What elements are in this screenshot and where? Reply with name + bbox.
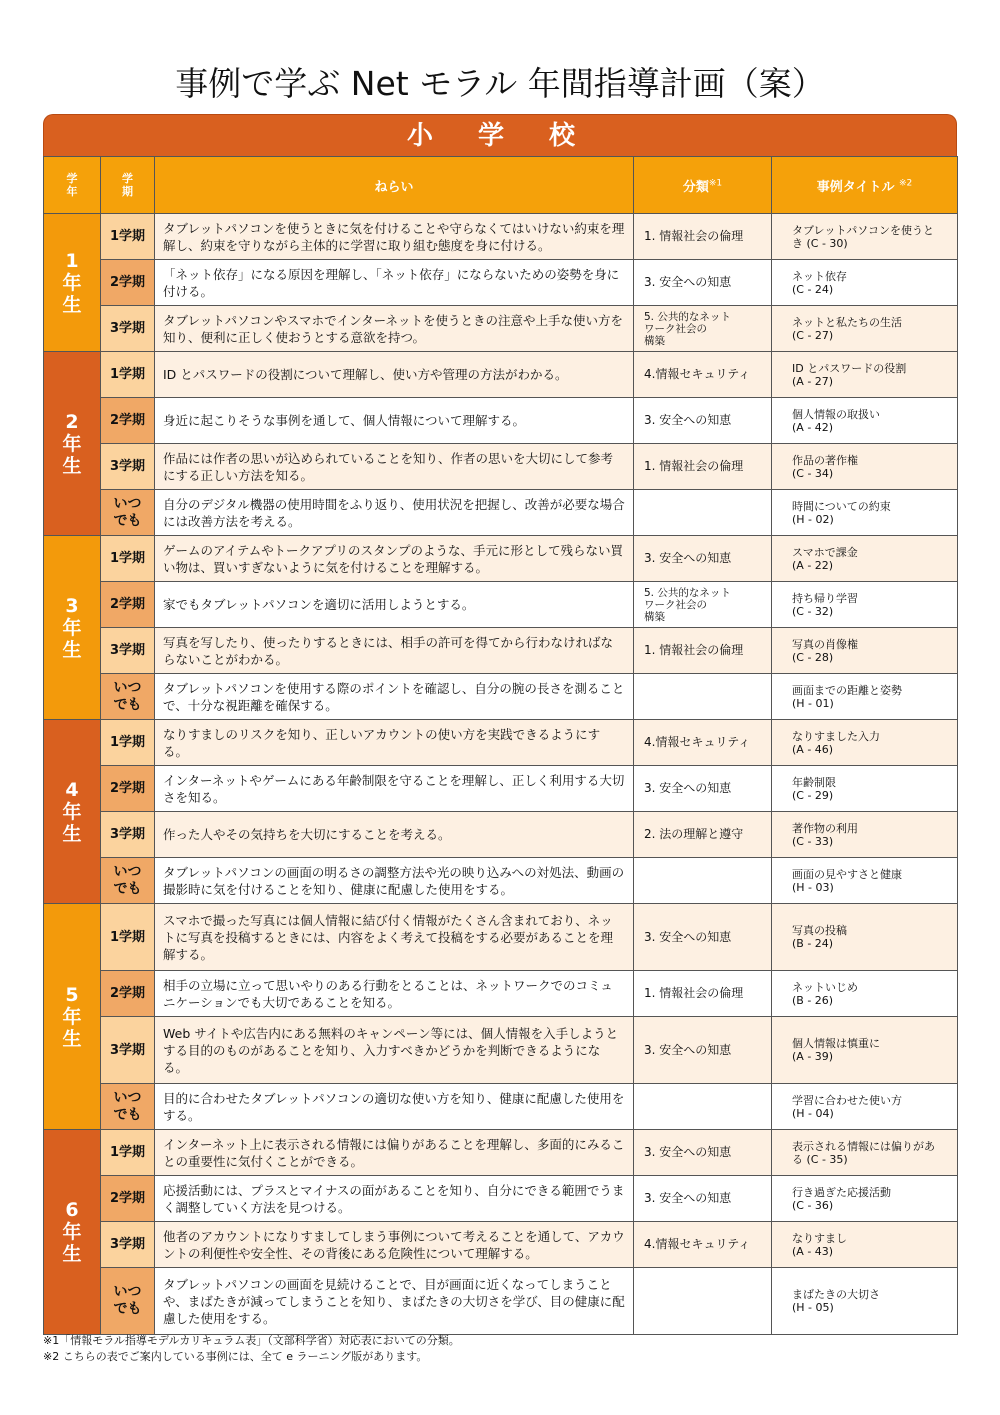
plan-row xyxy=(44,536,958,582)
category-text: 3. 安全への知恵 xyxy=(634,536,772,582)
term-label: 2学期 xyxy=(101,260,155,306)
header-row xyxy=(44,157,958,214)
grade-label: 5 年 生 xyxy=(44,904,101,1130)
case-title-text: 写真の投稿 (B - 24) xyxy=(772,904,958,971)
case-title-text: 学習に合わせた使い方 (H - 04) xyxy=(772,1084,958,1130)
plan-table xyxy=(43,156,958,1335)
plan-row xyxy=(44,1176,958,1222)
category-text: 3. 安全への知恵 xyxy=(634,766,772,812)
term-label: 3学期 xyxy=(101,306,155,352)
aim-text: タブレットパソコンやスマホでインターネットを使うときの注意や上手な使い方を知り、便利に正しく使おうとする意欲を持つ。 xyxy=(155,306,634,352)
case-title-text: まばたきの大切さ (H - 05) xyxy=(772,1268,958,1335)
plan-row xyxy=(44,398,958,444)
category-text: 3. 安全への知恵 xyxy=(634,904,772,971)
aim-text: タブレットパソコンの画面を見続けることで、目が画面に近くなってしまうことや、まばたきが減ってしまうことを知り、まばたきの大切さを学び、目の健康に配慮した使用をする。 xyxy=(155,1268,634,1335)
header-case-title: 事例タイトル $^{※2}$ xyxy=(772,157,958,214)
category-text: 4.情報セキュリティ xyxy=(634,352,772,398)
term-label: いつ でも xyxy=(101,490,155,536)
aim-text: 作った人やその気持ちを大切にすることを考える。 xyxy=(155,812,634,858)
aim-text: 自分のデジタル機器の使用時間をふり返り、使用状況を把握し、改善が必要な場合には改善方法を考える。 xyxy=(155,490,634,536)
grade-label: 3 年 生 xyxy=(44,536,101,720)
term-label: 3学期 xyxy=(101,444,155,490)
category-text xyxy=(634,858,772,904)
category-text: 5. 公共的なネット ワーク社会の 構築 xyxy=(634,582,772,628)
plan-row xyxy=(44,1222,958,1268)
aim-text: インターネット上に表示される情報には偏りがあることを理解し、多面的にみることの重要性に気付くことができる。 xyxy=(155,1130,634,1176)
category-text: 3. 安全への知恵 xyxy=(634,398,772,444)
category-text: 4.情報セキュリティ xyxy=(634,720,772,766)
term-label: 3学期 xyxy=(101,1017,155,1084)
case-title-text: タブレットパソコンを使うとき (C - 30) xyxy=(772,214,958,260)
term-label: 3学期 xyxy=(101,812,155,858)
footnotes xyxy=(43,1333,460,1365)
plan-row xyxy=(44,1268,958,1335)
case-title-text: 表示される情報には偏りがある (C - 35) xyxy=(772,1130,958,1176)
footnote-1: ※1「情報モラル指導モデルカリキュラム表」（文部科学省）対応表においての分類。 xyxy=(43,1334,460,1347)
term-label: 1学期 xyxy=(101,720,155,766)
case-title-text: 個人情報は慎重に (A - 39) xyxy=(772,1017,958,1084)
grade-label: 4 年 生 xyxy=(44,720,101,904)
case-title-text: 作品の著作権 (C - 34) xyxy=(772,444,958,490)
aim-text: ゲームのアイテムやトークアプリのスタンプのような、手元に形として残らない買い物は、買いすぎないように気を付けることを理解する。 xyxy=(155,536,634,582)
footnote-2: ※2 こちらの表でご案内している事例には、全て e ラーニング版があります。 xyxy=(43,1350,428,1363)
plan-row xyxy=(44,766,958,812)
case-title-text: 画面までの距離と姿勢 (H - 01) xyxy=(772,674,958,720)
category-text xyxy=(634,1084,772,1130)
case-title-text: 時間についての約束 (H - 02) xyxy=(772,490,958,536)
category-text xyxy=(634,490,772,536)
case-title-text: ネットと私たちの生活 (C - 27) xyxy=(772,306,958,352)
header-grade: 学 年 xyxy=(44,157,101,214)
plan-row xyxy=(44,490,958,536)
plan-sheet xyxy=(43,114,957,1335)
grade-label: 1 年 生 xyxy=(44,214,101,352)
header-term: 学 期 xyxy=(101,157,155,214)
category-text: 3. 安全への知恵 xyxy=(634,1176,772,1222)
term-label: 1学期 xyxy=(101,352,155,398)
plan-row xyxy=(44,720,958,766)
term-label: 3学期 xyxy=(101,1222,155,1268)
grade-label: 6 年 生 xyxy=(44,1130,101,1335)
term-label: 3学期 xyxy=(101,628,155,674)
aim-text: 身近に起こりそうな事例を通して、個人情報について理解する。 xyxy=(155,398,634,444)
case-title-text: 年齢制限 (C - 29) xyxy=(772,766,958,812)
term-label: 1学期 xyxy=(101,904,155,971)
plan-row xyxy=(44,674,958,720)
aim-text: 写真を写したり、使ったりするときには、相手の許可を得てから行わなければならないことがわかる。 xyxy=(155,628,634,674)
category-text: 5. 公共的なネット ワーク社会の 構築 xyxy=(634,306,772,352)
case-title-text: 画面の見やすさと健康 (H - 03) xyxy=(772,858,958,904)
case-title-text: ネットいじめ (B - 26) xyxy=(772,971,958,1017)
term-label: 2学期 xyxy=(101,398,155,444)
plan-row xyxy=(44,1130,958,1176)
plan-row xyxy=(44,904,958,971)
case-title-text: ID とパスワードの役割 (A - 27) xyxy=(772,352,958,398)
aim-text: タブレットパソコンの画面の明るさの調整方法や光の映り込みへの対処法、動画の撮影時に気を付けることを知り、健康に配慮した使用をする。 xyxy=(155,858,634,904)
case-title-text: なりすました入力 (A - 46) xyxy=(772,720,958,766)
aim-text: 「ネット依存」になる原因を理解し、「ネット依存」にならないための姿勢を身に付ける。 xyxy=(155,260,634,306)
aim-text: 応援活動には、プラスとマイナスの面があることを知り、自分にできる範囲でうまく調整していく方法を見つける。 xyxy=(155,1176,634,1222)
category-text: 1. 情報社会の倫理 xyxy=(634,971,772,1017)
case-title-text: ネット依存 (C - 24) xyxy=(772,260,958,306)
header-aim: ねらい xyxy=(155,157,634,214)
plan-row xyxy=(44,444,958,490)
case-title-text: なりすまし (A - 43) xyxy=(772,1222,958,1268)
category-text: 1. 情報社会の倫理 xyxy=(634,628,772,674)
term-label: いつ でも xyxy=(101,858,155,904)
plan-row xyxy=(44,214,958,260)
header-category: 分類$^{※1}$ xyxy=(634,157,772,214)
case-title-text: スマホで課金 (A - 22) xyxy=(772,536,958,582)
aim-text: 目的に合わせたタブレットパソコンの適切な使い方を知り、健康に配慮した使用をする。 xyxy=(155,1084,634,1130)
category-text xyxy=(634,674,772,720)
plan-row xyxy=(44,812,958,858)
category-text: 3. 安全への知恵 xyxy=(634,260,772,306)
term-label: 2学期 xyxy=(101,1176,155,1222)
aim-text: タブレットパソコンを使うときに気を付けることや守らなくてはいけない約束を理解し、約束を守りながら主体的に学習に取り組む態度を身に付ける。 xyxy=(155,214,634,260)
plan-body xyxy=(44,214,958,1335)
plan-row xyxy=(44,1017,958,1084)
aim-text: インターネットやゲームにある年齢制限を守ることを理解し、正しく利用する大切さを知る。 xyxy=(155,766,634,812)
aim-text: 相手の立場に立って思いやりのある行動をとることは、ネットワークでのコミュニケーションでも大切であることを知る。 xyxy=(155,971,634,1017)
aim-text: 家でもタブレットパソコンを適切に活用しようとする。 xyxy=(155,582,634,628)
term-label: いつ でも xyxy=(101,1268,155,1335)
page-title: 事例で学ぶ Net モラル 年間指導計画（案） xyxy=(175,64,825,103)
term-label: 1学期 xyxy=(101,214,155,260)
category-text: 1. 情報社会の倫理 xyxy=(634,214,772,260)
case-title-text: 写真の肖像権 (C - 28) xyxy=(772,628,958,674)
aim-text: ID とパスワードの役割について理解し、使い方や管理の方法がわかる。 xyxy=(155,352,634,398)
category-text: 3. 安全への知恵 xyxy=(634,1017,772,1084)
aim-text: なりすましのリスクを知り、正しいアカウントの使い方を実践できるようにする。 xyxy=(155,720,634,766)
plan-row xyxy=(44,858,958,904)
case-title-text: 著作物の利用 (C - 33) xyxy=(772,812,958,858)
plan-row xyxy=(44,582,958,628)
term-label: 2学期 xyxy=(101,971,155,1017)
term-label: いつ でも xyxy=(101,1084,155,1130)
term-label: 1学期 xyxy=(101,536,155,582)
term-label: 1学期 xyxy=(101,1130,155,1176)
term-label: いつ でも xyxy=(101,674,155,720)
plan-row xyxy=(44,628,958,674)
plan-row xyxy=(44,971,958,1017)
plan-row xyxy=(44,1084,958,1130)
aim-text: タブレットパソコンを使用する際のポイントを確認し、自分の腕の長さを測ることで、十分な視距離を確保する。 xyxy=(155,674,634,720)
aim-text: スマホで撮った写真には個人情報に結び付く情報がたくさん含まれており、ネットに写真を投稿するときには、内容をよく考えて投稿をする必要があることを理解する。 xyxy=(155,904,634,971)
term-label: 2学期 xyxy=(101,766,155,812)
category-text: 4.情報セキュリティ xyxy=(634,1222,772,1268)
plan-row xyxy=(44,352,958,398)
category-text: 2. 法の理解と遵守 xyxy=(634,812,772,858)
case-title-text: 行き過ぎた応援活動 (C - 36) xyxy=(772,1176,958,1222)
aim-text: 作品には作者の思いが込められていることを知り、作者の思いを大切にして参考にする正しい方法を知る。 xyxy=(155,444,634,490)
school-banner: 小 学 校 xyxy=(43,114,957,156)
grade-label: 2 年 生 xyxy=(44,352,101,536)
aim-text: 他者のアカウントになりすましてしまう事例について考えることを通して、アカウントの利便性や安全性、その背後にある危険性について理解する。 xyxy=(155,1222,634,1268)
case-title-text: 持ち帰り学習 (C - 32) xyxy=(772,582,958,628)
aim-text: Web サイトや広告内にある無料のキャンペーン等には、個人情報を入手しようとする目的のものがあることを知り、入力すべきかどうかを判断できるようになる。 xyxy=(155,1017,634,1084)
category-text xyxy=(634,1268,772,1335)
plan-row xyxy=(44,260,958,306)
case-title-text: 個人情報の取扱い (A - 42) xyxy=(772,398,958,444)
category-text: 3. 安全への知恵 xyxy=(634,1130,772,1176)
plan-row xyxy=(44,306,958,352)
term-label: 2学期 xyxy=(101,582,155,628)
category-text: 1. 情報社会の倫理 xyxy=(634,444,772,490)
